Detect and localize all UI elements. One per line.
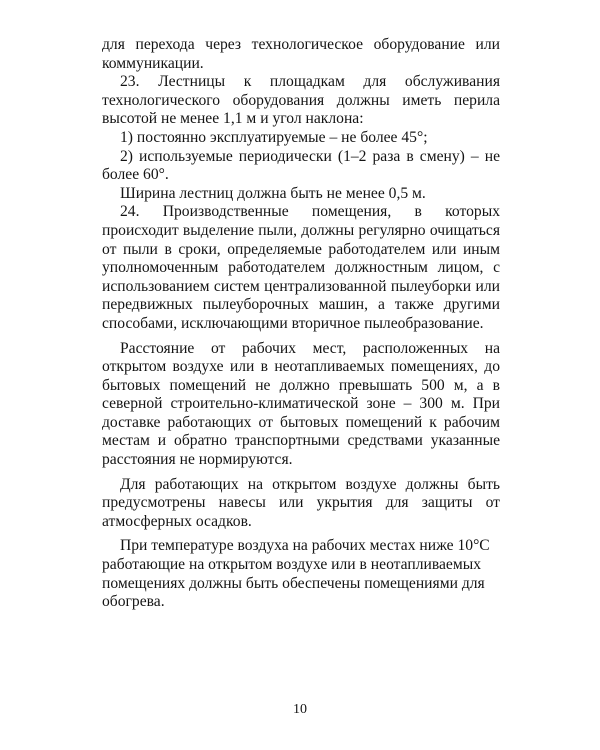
list-item-1: 1) постоянно эксплуатируемые – не более 45°; bbox=[120, 128, 428, 146]
page-number: 10 bbox=[293, 702, 307, 717]
paragraph-distance: Расстояние от рабочих мест, расположенных на открытом воздухе или в неотапливаемых помещениях, до бытовых помещений не должно превышать 500 м, а в северной строительно-климатической зоне – 300 м. При доставке работающих от бытовых помещений к рабочим местам и обратно транспортными средствами указанные расстояния не нормируются. bbox=[102, 339, 500, 469]
paragraph-item-24: 24. Производственные помещения, в которых происходит выделение пыли, должны регулярно очищаться от пыли в сроки, определяемые работодателем или иным уполномоченным работодателем должностным лицом, с использованием систем централизованной пылеуборки или передвижных пылеуборочных машин, а также другими способами, исключающими вторичное пылеобразование. bbox=[102, 203, 500, 332]
paragraph-continuation: для перехода через технологическое оборудование или коммуникации. bbox=[102, 36, 500, 72]
document-body bbox=[102, 36, 500, 612]
paragraph-shelters: Для работающих на открытом воздухе должны быть предусмотрены навесы или укрытия для защиты от атмосферных осадков. bbox=[102, 475, 500, 530]
list-item-2: 2) используемые периодически (1–2 раза в смену) – не более 60°. bbox=[102, 147, 500, 184]
paragraph-stair-width: Ширина лестниц должна быть не менее 0,5 м. bbox=[120, 184, 426, 202]
paragraph-item-23: 23. Лестницы к площадкам для обслуживания технологического оборудования должны иметь перила высотой не менее 1,1 м и угол наклона: bbox=[102, 73, 500, 128]
paragraph-heating: При температуре воздуха на рабочих местах ниже 10°С работающие на открытом воздухе или в неотапливаемых помещениях должны быть обеспечены помещениями для обогрева. bbox=[102, 537, 490, 611]
